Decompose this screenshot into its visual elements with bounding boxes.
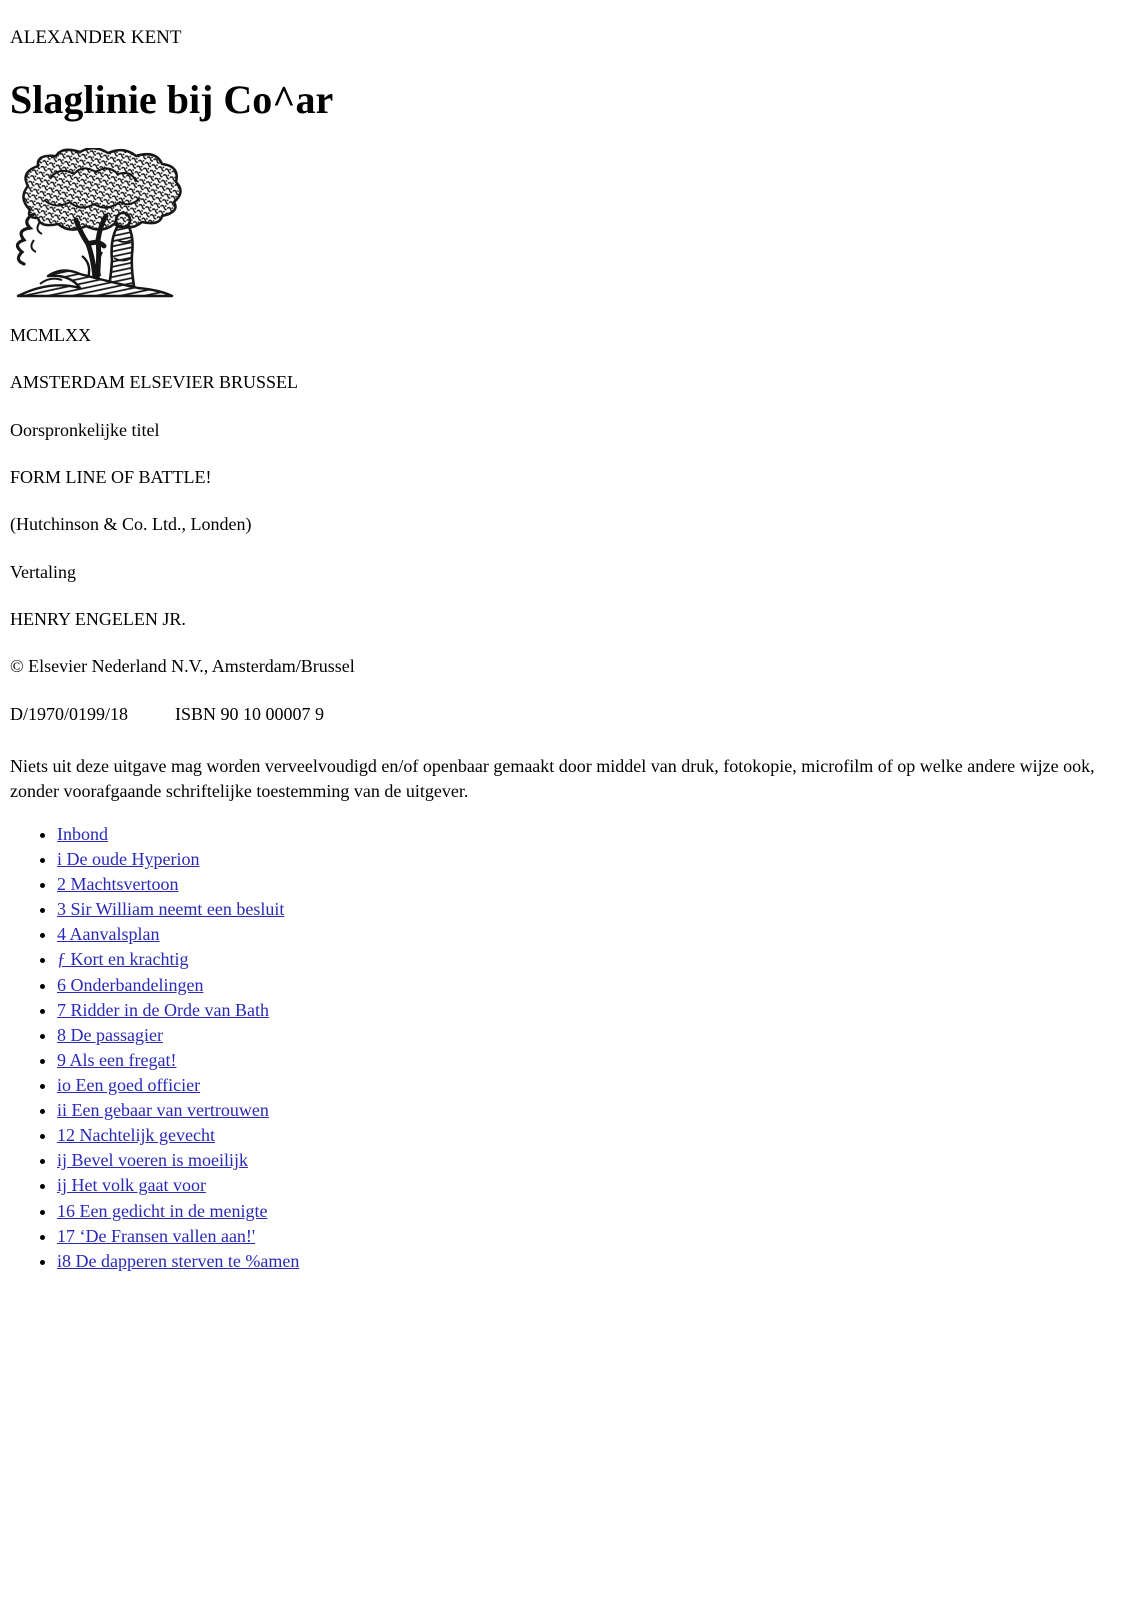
rights-notice: Niets uit deze uitgave mag worden verveelvoudigd en/of openbaar gemaakt door middel van druk, fotokopie, microfilm of op welke andere wijze ook, zonder voorafgaande schriftelijke toestemming van de uitgever. — [10, 756, 1095, 802]
elsevier-tree-icon — [10, 148, 187, 300]
toc-item — [57, 872, 1121, 897]
toc-item — [57, 1148, 1121, 1173]
toc-link-chapter-9[interactable]: 9 Als een fregat! — [57, 1049, 177, 1070]
translation-label: Vertaling — [10, 561, 76, 582]
toc-link-chapter-6[interactable]: 6 Onderbandelingen — [57, 974, 204, 995]
toc-link-chapter-3[interactable]: 3 Sir William neemt een besluit — [57, 899, 285, 920]
toc-link-chapter-14[interactable]: ij Het volk gaat voor — [57, 1175, 206, 1196]
depot-number: D/1970/0199/18 — [10, 703, 129, 724]
toc-item — [57, 922, 1121, 947]
toc-link-chapter-4[interactable]: 4 Aanvalsplan — [57, 924, 160, 945]
toc-link-chapter-1[interactable]: i De oude Hyperion — [57, 849, 200, 870]
toc-link-chapter-18[interactable]: i8 De dapperen sterven te %amen — [57, 1250, 300, 1271]
author-name: ALEXANDER KENT — [10, 27, 182, 48]
toc-item — [57, 847, 1121, 872]
translator-name: HENRY ENGELEN JR. — [10, 609, 186, 630]
toc-item — [57, 1098, 1121, 1123]
imprint-block — [10, 324, 1121, 727]
toc-link-chapter-17[interactable]: 17 ‘De Fransen vallen aan!' — [57, 1225, 256, 1246]
toc-item — [57, 973, 1121, 998]
toc-link-chapter-5[interactable]: ƒ Kort en krachtig — [57, 949, 189, 970]
toc-item — [57, 1199, 1121, 1224]
toc-link-chapter-12[interactable]: 12 Nachtelijk gevecht — [57, 1125, 215, 1146]
toc-link-chapter-11[interactable]: ii Een gebaar van vertrouwen — [57, 1100, 269, 1121]
original-title-label: Oorspronkelijke titel — [10, 419, 160, 440]
copyright-line: © Elsevier Nederland N.V., Amsterdam/Brussel — [10, 656, 355, 677]
toc-link-chapter-2[interactable]: 2 Machtsvertoon — [57, 874, 179, 895]
original-title: FORM LINE OF BATTLE! — [10, 466, 212, 487]
imprint-year: MCMLXX — [10, 324, 92, 345]
codes-line — [10, 703, 1121, 726]
isbn-number: ISBN 90 10 00007 9 — [175, 703, 325, 724]
toc-link-chapter-8[interactable]: 8 De passagier — [57, 1024, 163, 1045]
toc-link-chapter-10[interactable]: io Een goed officier — [57, 1075, 201, 1096]
toc-item — [57, 1073, 1121, 1098]
book-front-page — [10, 26, 1121, 1274]
toc-item — [57, 998, 1121, 1023]
toc-item — [57, 897, 1121, 922]
toc-item — [57, 822, 1121, 847]
toc-link-chapter-13[interactable]: ij Bevel voeren is moeilijk — [57, 1150, 248, 1171]
book-title: Slaglinie bij Co^ar — [10, 76, 334, 122]
toc-item — [57, 1123, 1121, 1148]
toc-item — [57, 1224, 1121, 1249]
publisher-logo — [10, 148, 187, 300]
toc-item — [57, 1173, 1121, 1198]
original-publisher: (Hutchinson & Co. Ltd., Londen) — [10, 514, 252, 535]
toc-link-chapter-7[interactable]: 7 Ridder in de Orde van Bath — [57, 999, 269, 1020]
table-of-contents — [10, 822, 1121, 1274]
toc-item — [57, 1048, 1121, 1073]
toc-item — [57, 947, 1121, 972]
imprint-publisher: AMSTERDAM ELSEVIER BRUSSEL — [10, 372, 299, 393]
toc-link-chapter-16[interactable]: 16 Een gedicht in de menigte — [57, 1200, 268, 1221]
toc-item — [57, 1249, 1121, 1274]
toc-link-inbond[interactable]: Inbond — [57, 823, 108, 844]
toc-item — [57, 1023, 1121, 1048]
